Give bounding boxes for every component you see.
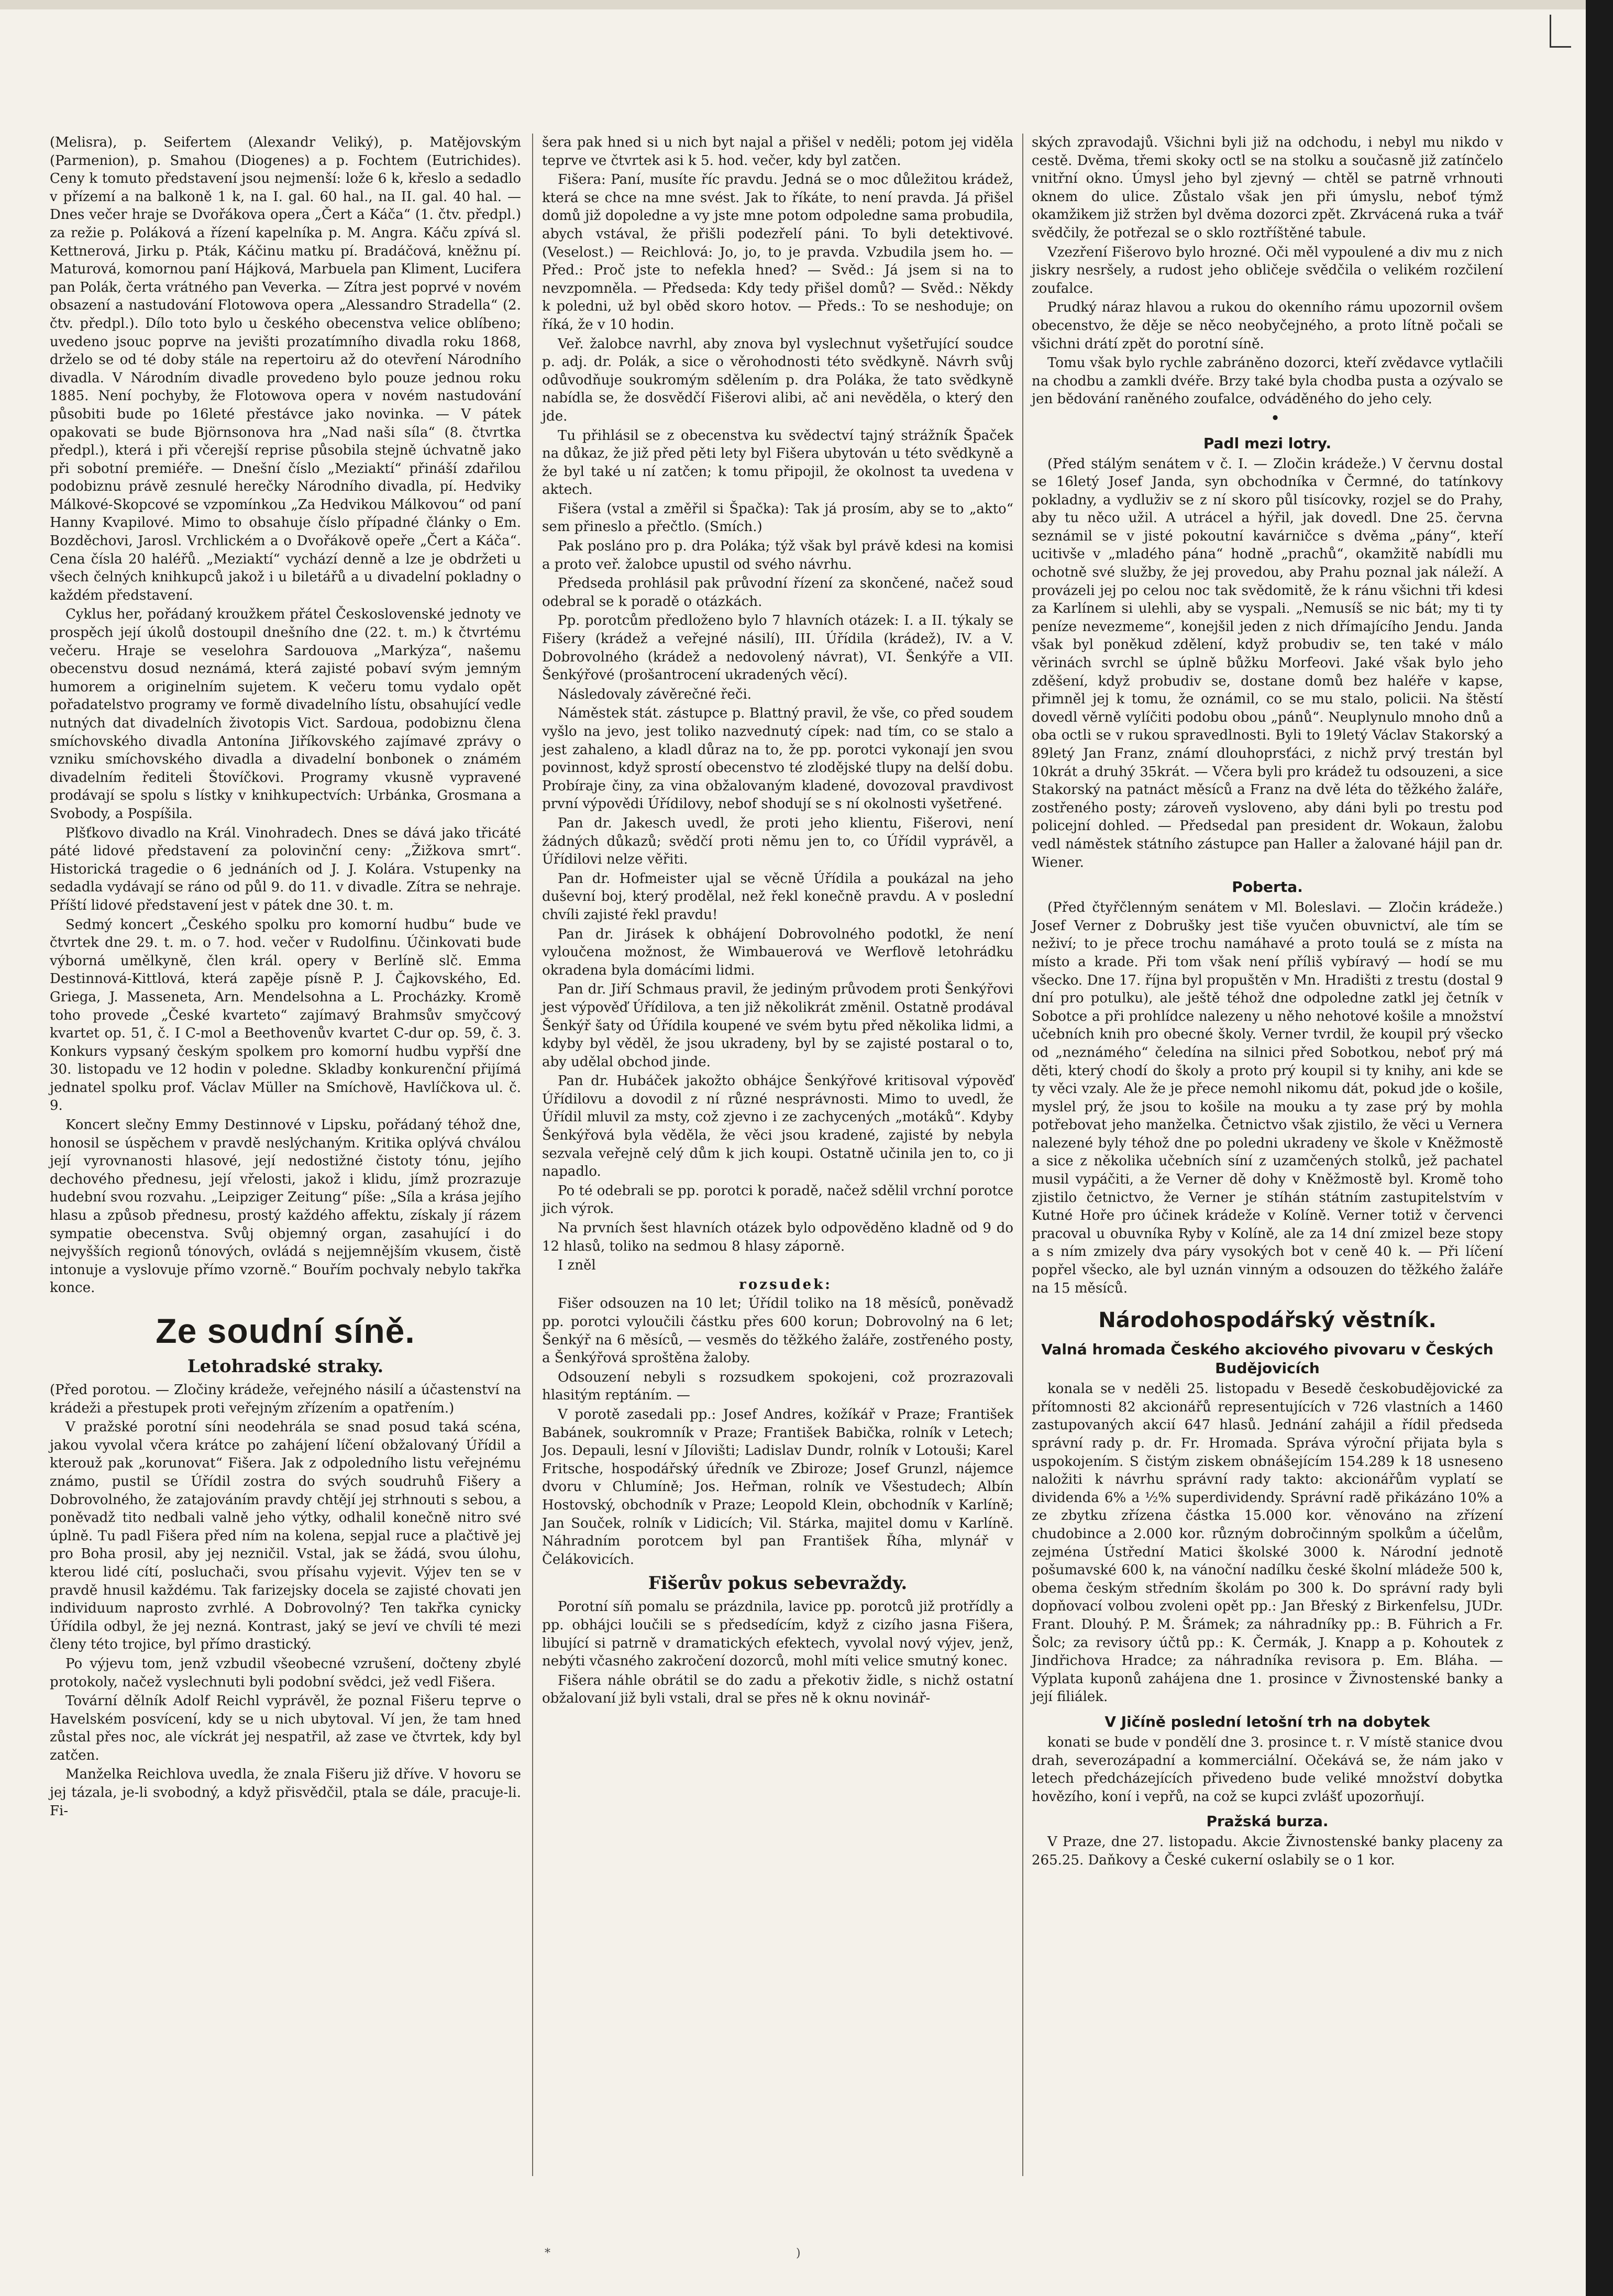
article-paragraph: Po té odebrali se pp. porotci k poradě, načež sdělil vrchní porotce jich výrok.: [542, 1183, 1013, 1217]
page-top-edge: [0, 0, 1613, 9]
article-heading: Padl mezi lotry.: [1203, 434, 1332, 452]
article-paragraph: Tomu však bylo rychle zabráněno dozorci, kteří zvědavce vytlačili na chodbu a zamkli dvéře. Brzy také byla chodba pusta a ozývalo se jen bědování raněného zoufalce, odváděného do jeho cely.: [1032, 355, 1503, 407]
footer-mark: ): [796, 2247, 801, 2260]
article-paragraph: Pak posláno pro p. dra Poláka; týž však byl právě kdesi na komisi a proto veř. žalobce upustil od svého návrhu.: [542, 538, 1013, 572]
article-paragraph: V Praze, dne 27. listopadu. Akcie Živnostenské banky placeny za 265.25. Daňkovy a České cukerní oslabily se o 1 kor.: [1032, 1834, 1503, 1868]
article-paragraph: Cyklus her, pořádaný kroužkem přátel Československé jednoty ve prospěch její úkolů dostoupil dnešního dne (22. t. m.) k čtvrtému večeru. Hraje se veselohra Sardouova „Markýza“, našemu obecenstvu dosud neznámá, která zajisté pobaví svým jemným humorem a originelním sujetem. K večeru tomu vydalo opět pořadatelstvo programy ve formě divadelního lístu, obsahující vedle nutných dat divadelních životopis Vict. Sardoua, podobiznu člena smíchovského divadla Antonína Jiříkovského zajímavé zprávy o vzniku smíchovského divadla a divadelní bonbonek o známém divadelním řediteli Štovíčkovi. Programy vkusně vypravené prodávají se spolu s lístky v knihkupectvích: Urbánka, Grosmana a Svobody, a Pospíšila.: [50, 606, 521, 822]
article-paragraph: Fišera: Paní, musíte říc pravdu. Jedná se o moc důležitou krádež, která se chce na mne svést. Jak to říkáte, to není pravda. Já přišel domů již dopoledne a vy jste mne potom odpoledne sama probudila, abych vstával, že přišli podezřelí páni. To byli detektivové. (Veselost.) — Reichlová: Jo, jo, to je pravda. Vzbudila jsem ho. — Před.: Proč jste to nefekla hned? — Svěd.: Já jsem si na to nevzpomněla. — Předseda: Kdy tedy přišel domů? — Svěd.: Někdy k poledni, už byl oběd skoro hotov. — Předs.: To se neshoduje; on říká, že v 10 hodin.: [542, 172, 1013, 333]
article-paragraph: Prudký náraz hlavou a rukou do okenního rámu upozornil ovšem obecenstvo, že děje se něco neobyčejného, a proto lítně počali se všichni drátí zpět do porotní síně.: [1032, 300, 1503, 352]
article-paragraph: Po výjevu tom, jenž vzbudil všeobecné vzrušení, dočteny zbylé protokoly, načež vyslechnuti byli podobní svědci, jež vedl Fišera.: [50, 1655, 521, 1690]
footer-mark: *: [545, 2247, 550, 2260]
article-paragraph: Pp. porotcům předloženo bylo 7 hlavních otázek: I. a II. týkaly se Fišery (krádež a veřejné násilí), III. Úřídila (krádež), IV. a V. Dobrovolného (krádež a nedovolený návrat), VI. Šenkýře a VII. Šenkýřové (prošantrocení ukradených věcí).: [542, 613, 1013, 683]
article-heading: Pražská burza.: [1206, 1813, 1329, 1830]
article-paragraph: Sedmý koncert „Českého spolku pro komorní hudbu“ bude ve čtvrtek dne 29. t. m. o 7. hod. večer v Rudolfinu. Účinkovati bude výborná umělkyně, člen král. opery v Berlíně slč. Emma Destinnová-Kittlová, která zapěje písně P. J. Čajkovského, Ed. Griega, J. Masseneta, Arn. Mendelsohna a L. Procházky. Kromě toho provede „České kvarteto“ zajímavý Brahmsův smyčcový kvartet op. 51, č. I C-mol a Beethovenův kvartet C-dur op. 59, č. 3. Konkurs vypsaný českým spolkem pro komorní hudbu vypřší dne 30. listopadu ve 12 hodin v poledne. Skladby konkurenční přijímá jednatel spolku prof. Václav Müller na Smíchově, Havlíčkova ul. č. 9.: [50, 917, 521, 1114]
article-heading: Valná hromada Českého akciového pivovaru v Českých Budějovicích: [1041, 1341, 1494, 1377]
article-paragraph: (Před stálým senátem v č. I. — Zločin krádeže.) V červnu dostal se 16letý Josef Janda, syn obchodníka v Čermné, do tatínkovy pokladny, a vydluživ se z ní skoro půl tisícovky, rozjel se do Prahy, aby tu něco užil. A utrácel a hýřil, jak dovedl. Dne 25. června seznámil se v jisté pokoutní kavárničce s dvěma „pány“, kteří ucitivše v „mladého pána“ hodně „prachů“, okamžitě nabídli mu ochotně své služby, že jej provedou, aby Prahu poznal jak náleží. A provázeli jej po celou noc tak svědomitě, že k ránu všichni tři kdesi za Karlínem si ulehli, aby se vyspali. „Nemusíš se nic bát; my ti ty peníze nevezmeme“, konejšil jeden z nich dřímajícího Jendu. Janda však byl poněkud zdělení, když probudiv se, ten také v málo věrinách svrchl se úplně bůžku Morfeovi. Jaké však bylo jeho zděšení, když probudiv se, dostane domů bez haléře v kapse, přimněl jej k tomu, že oznámil, co se mu stalo, policii. Na štěstí dovedl věrně vylíčiti podobu obou „pánů“. Neuplynulo mnoho dnů a oba octli se v rukou spravedlnosti. Byli to 19letý Václav Stakorský a 89letý Jan Franz, známí dlouhoprsťáci, z nichž prvý trestán byl 10krát a druhý 35krát. — Včera byli pro krádež tu odsouzeni, a sice Stakorský na patnáct měsíců a Franz na dvě léta do těžkého žaláře, zostřeného posty; zároveň vysloveno, aby dáni byli po trestu pod policejní dohled. — Předsedal pan president dr. Wokaun, žalobu vedl náměstek státního zástupce pan Haller a žalované hájil pan dr. Wiener.: [1032, 456, 1503, 870]
article-paragraph: šera pak hned si u nich byt najal a přišel v neděli; potom jej viděla teprve ve čtvrtek asi k 5. hod. večer, kdy byl zatčen.: [542, 135, 1013, 169]
article-paragraph: Náměstek stát. zástupce p. Blattný pravil, že vše, co před soudem vyšlo na jevo, jest toliko nazvednutý cípek: nad tím, co se stalo a jest zahaleno, a kladl důraz na to, že pp. porotci vykonají jen svou povinnost, když sprostí obecenstvo té zlodějské tlupy na delší dobu. Probíraje činy, za vina obžalovaným kladené, dovozoval pravdivost první výpovědi Úřídilovy, nebof shodují se s ní okolnosti vyšetřené.: [542, 705, 1013, 812]
article-paragraph: Předseda prohlásil pak průvodní řízení za skončené, načež soud odebral se k poradě o otázkách.: [542, 576, 1013, 610]
article-paragraph: Manželka Reichlova uvedla, že znala Fišeru již dříve. V hovoru se jej tázala, je-li svobodný, a když přisvědčil, ptala se dále, pracuje-li. Fi-: [50, 1767, 521, 1819]
article-paragraph: Vzezření Fišerovo bylo hrozné. Oči měl vypoulené a div mu z nich jiskry nesršely, a rudost jeho obličeje svědčila o velikém rozčilení zoufalce.: [1032, 244, 1503, 296]
article-paragraph: konati se bude v pondělí dne 3. prosince t. r. V místě stanice dvou drah, severozápadní a kommerciální. Očekává se, že nám jako v letech předcházejících přivedeno bude veliké množství dobytka hovězího, koní i vepřů, na což se kupci zvlášť upozorňují.: [1032, 1734, 1503, 1805]
column-divider: [532, 134, 533, 2176]
article-paragraph: Fišera (vstal a změřil si Špačka): Tak já prosím, aby se to „akto“ sem přineslo a přečtlo. (Smích.): [542, 501, 1013, 535]
article-paragraph: Fišer odsouzen na 10 let; Úřídil toliko na 18 měsíců, poněvadž pp. porotci vyloučili částku přes 600 korun; Dobrovolný na 6 let; Šenkýř na 6 měsíců, — vesměs do těžkého žaláře, zostřeného posty, a Šenkýřová sproštěna žaloby.: [542, 1296, 1013, 1366]
section-heading: Ze soudní síně.: [156, 1311, 415, 1350]
article-paragraph: (Před čtyřčlenným senátem v Ml. Boleslavi. — Zločin krádeže.) Josef Verner z Dobrušky jest tiše vyučen obuvnictví, ale tím se neživí; to je přece trochu namáhavé a proto toulá se z místa na místo a krade. Při tom však není příliš vybíravý — hodí se mu všecko. Dne 17. října byl propuštěn v Mn. Hradišti z trestu (dostal 9 dní pro potulku), ale ještě téhož dne odpoledne zatkl jej četník v Sobotce a při prohlídce nalezeny u něho nehotové košile a množství učebních knih pro obecné školy. Verner tvrdil, že koupil prý všecko od „neznámého“ čeledína na silnici před Sobotkou, neboť prý má děti, který chodí do školy a proto prý koupil si ty knihy, ani kde se ty věci vzaly. Ale že je přece nemohl nikomu dát, pokud jde o košile, myslel prý, že jsou to košile na mouku a ty zase prý by mohla potřebovat jeho manželka. Četnictvo však zjistilo, že věci u Vernera nalezené byly téhož dne po poledni ukradeny ve škole v Kněžmostě a sice z několika učebních síní z uzamčených stolků, jež pachatel musil vypáčiti, a že Verner dě dohy v Kněžmostě byl. Kromě toho zjistilo četnictvo, že Verner je stíhán státním zastupitelstvím v Kutné Hoře pro účinek krádeže v Kolíně. Verner totiž v červenci pracoval u obuvníka Ryby v Kolíně, ale za 14 dní zmizel beze stopy a s ním zmizely dva páry vysokých bot v ceně 40 k. — Při líčení popřel všecko, ale byl uznán vinným a odsouzen do těžkého žaláře na 15 měsíců.: [1032, 900, 1503, 1296]
article-heading: Letohradské straky.: [187, 1356, 384, 1377]
section-dot: •: [1270, 410, 1280, 426]
article-heading: Poberta.: [1232, 878, 1303, 896]
article-paragraph: Tu přihlásil se z obecenstva ku svědectví tajný strážník Špaček na důkaz, že již před pěti lety byl Fišera ubytován u této svědkyně a že byl také u ní zatčen; k tomu připojil, že okolnost ta uvedena v aktech.: [542, 427, 1013, 498]
article-paragraph: V pražské porotní síni neodehrála se snad posud taká scéna, jakou vyvolal včera krátce po zahájení líčení obžalovaný Úřídil a kterouž pak „korunovat“ Fišera. Jak z odpoledního listu veřejnému známo, pustil se Úřídil zostra do svých soudruhů Fišery a Dobrovolného, že zatajováním pravdy chtějí jej strhnouti s sebou, a poněvadž tito nedbali valně jeho výtky, odhalil konečně nitro své úplně. Tu padl Fišera před ním na kolena, sepjal ruce a plačtivě jej pro Boha prosil, aby jej nezničil. Vstal, jak se žádá, svou úlohu, kterou lidé cítí, posluchači, svou přísahu vyjevit. Výjev ten se v pravdě hnusil každému. Tak farizejsky docela se zajisté chovati jen individuum naprosto zvrhlé. A Dobrovolný? Ten takřka cynicky Úřídila odbyl, že jej nezná. Kontrast, jaký se jeví ve chvíli té mezi členy této trojice, byl přímo drastický.: [50, 1419, 521, 1653]
article-paragraph: ských zpravodajů. Všichni byli již na odchodu, i nebyl mu nikdo v cestě. Dvěma, třemi skoky octl se na stolku a současně již zatínčelo vnitřní okno. Úmysl jeho byl zjevný — chtěl se patrně vrhnouti oknem do ulice. Zůstalo však jen při úmyslu, neboť týmž okamžikem již stržen byl dvěma dozorci zpět. Zkrvácená ruka a tvář svědčily, že potřezal se o sklo roztříštěné tabule.: [1032, 135, 1503, 241]
verdict-heading: rozsudek:: [739, 1276, 832, 1293]
article-paragraph: Na prvních šest hlavních otázek bylo odpověděno kladně od 9 do 12 hlasů, toliko na sedmou 8 hlasy záporně.: [542, 1220, 1013, 1254]
crop-mark: [1550, 15, 1571, 48]
article-paragraph: I zněl: [558, 1257, 596, 1274]
column-1: [50, 134, 521, 1821]
article-paragraph: konala se v neděli 25. listopadu v Besedě českobudějovické za přítomnosti 82 akcionářů representujících v 726 vlastních a 1460 zastupovaných akcií 647 hlasů. Jednání zahájil a řídil předseda správní rady p. dr. Fr. Hromada. Správa výroční přijata byla s uspokojením. S čistým ziskem obnášejícím 154.289 k 18 usneseno naložiti k návrhu správní rady takto: akcionářům vyplatí se dividenda 6% a ½% superdividendy. Správní radě přikázáno 10% a ze zbytku zřízena částka 15.000 kor. věnováno na zřízení chudobince a 2.000 kor. různým dobročinným spolkům a účelům, zejména Ústřední Matici školské 3000 k. Národní jednotě pošumavské 600 k, na vánoční nadílku české školní mládeže 500 k, obema českým středním školám po 300 k. Do správní rady byli dopňovací volbou zvoleni opět pp.: Jan Břeský z Birkenfelsu, JUDr. Frant. Dlouhý. P. M. Šrámek; za náhradníky pp.: B. Führich a Fr. Šolc; za revisory účtů pp.: K. Čermák, J. Knapp a p. Kohoutek z Jindřichova Hradce; za náhradníka revisora p. Em. Bláha. — Výplata kuponů zahájena dne 1. prosince v Živnostenské banky a její filiálek.: [1032, 1381, 1503, 1705]
column-3: [1032, 134, 1503, 1870]
article-paragraph: Tovární dělník Adolf Reichl vyprávěl, že poznal Fišeru teprve o Havelském posvícení, kdy se u nich ubytoval. Ví jen, že tam hned zůstal přes noc, ale víckrát jej nespatřil, až zase ve čtvrtek, kdy byl zatčen.: [50, 1693, 521, 1763]
article-paragraph: Odsouzení nebyli s rozsudkem spokojeni, což prozrazovali hlasitým reptáním. —: [542, 1369, 1013, 1404]
article-heading: V Jičíně poslední letošní trh na dobytek: [1104, 1713, 1430, 1730]
article-paragraph: Koncert slečny Emmy Destinnové v Lipsku, pořádaný téhož dne, honosil se úspěchem v pravdě neslýchaným. Kritika oplývá chválou její vyrovnanosti hlasové, její nedostižné čistoty tónu, jejího dechového přednesu, její vřelosti, jakož i klidu, jímž prozrazuje hudební svou rozvahu. „Leipziger Zeitung“ píše: „Síla a krása jejího hlasu a způsob přednesu, prostý každého affektu, získaly jí rázem sympatie obecenstva. Svůj objemný organ, zasahující i do nejvyšších regionů tónových, ovládá s nejjemnějším vkusem, čistě intonuje a vyslovuje přímo vzorně.“ Bouřím pochvaly nebylo takřka konce.: [50, 1117, 521, 1296]
page-right-edge: [1586, 0, 1613, 2296]
article-paragraph: Pan dr. Jakesch uvedl, že proti jeho klientu, Fišerovi, není žádných důkazů; svědčí proti němu jen to, co Úřídil vyprávěl, a Úřídilovi nelze věřiti.: [542, 815, 1013, 868]
article-heading: Fišerův pokus sebevraždy.: [648, 1573, 908, 1594]
article-paragraph: Plšťkovo divadlo na Král. Vinohradech. Dnes se dává jako třicáté páté lidové představení za polovinční ceny: „Žižkova smrt“. Historická tragedie o 6 jednáních od J. J. Kolára. Vstupenky na sedadla vydávají se ráno od půl 9. do 11. v divadle. Zítra se nehraje. Příští lidové představení jest v pátek dne 30. t. m.: [50, 825, 521, 913]
article-paragraph: Pan dr. Hofmeister ujal se věcně Úřídila a poukázal na jeho duševní boj, který prodělal, než řekl konečně pravdu. A v poslední chvíli zajisté řekl pravdu!: [542, 870, 1013, 923]
column-2: [542, 134, 1013, 1709]
article-paragraph: Následovaly závěrečné řeči.: [558, 686, 752, 702]
article-paragraph: Pan dr. Hubáček jakožto obhájce Šenkýřové kritisoval výpověď Úřídilovu a dovodil z ní různé nesprávnosti. Mimo to uvedl, že Úřídil mluvil za msty, což zjevno i ze zachycených „motáků“. Kdyby Šenkýřová byla věděla, že věci jsou kradené, zajisté by nebyla sezvala veřejně celý dům k jich koupi. Ostatně učinila jen to, co ji napadlo.: [542, 1073, 1013, 1180]
section-heading: Národohospodářský věstník.: [1098, 1308, 1437, 1333]
column-divider: [1022, 134, 1023, 2176]
article-paragraph: Pan dr. Jirásek k obhájení Dobrovolného podotkl, že není vyloučena možnost, že Wimbauerová ve Werflově letohrádku okradena byla domácími lidmi.: [542, 926, 1013, 978]
article-paragraph: Pan dr. Jiří Schmaus pravil, že jediným průvodem proti Šenkýřovi jest výpověď Úřídilova, a ten již několikrát změnil. Ostatně prodával Šenkýř šaty od Úřídila koupené ve svém bytu před několika lidmi, a kdyby byl věděl, že jsou ukradeny, byl by se zajisté postaral o to, aby udělal obchod jinde.: [542, 981, 1013, 1070]
article-paragraph: Veř. žalobce navrhl, aby znova byl vyslechnut vyšetřující soudce p. adj. dr. Polák, a sice o věrohodnosti této svědkyně. Návrh svůj odůvodňuje soukromým sdělením p. dra Poláka, že tato svědkyně nabídla se, že dosvědčí Fišerovi alibi, ač ani nevěděla, o který den jde.: [542, 336, 1013, 424]
article-paragraph: Fišera náhle obrátil se do zadu a překotiv židle, s nichž ostatní obžalovaní již byli vstali, dral se přes ně k oknu novinář-: [542, 1672, 1013, 1707]
article-paragraph: V porotě zasedali pp.: Josef Andres, kožíkář v Praze; František Babánek, soukromník v Praze; František Babička, rolník v Letech; Jos. Depauli, lesní v Jílovišti; Ladislav Dundr, rolník v Lotouši; Karel Fritsche, hospodářský úředník ve Zbiroze; Josef Grunzl, nájemce dvoru v Chlumíně; Jos. Heřman, rolník ve Všestudech; Albín Hostovský, obchodník v Praze; Leopold Klein, obchodník v Karlíně; Jan Souček, rolník v Lidicích; Vil. Stárka, majitel domu v Karlíně. Náhradním porotcem byl pan František Říha, mlynář v Čelákovicích.: [542, 1406, 1013, 1568]
article-intro: (Před porotou. — Zločiny krádeže, veřejného násilí a účastenství na krádeži a přestupek proti veřejným zřízením a opatřením.): [50, 1382, 521, 1416]
article-paragraph: (Melisra), p. Seifertem (Alexandr Veliký), p. Matějovským (Parmenion), p. Smahou (Diogenes) a p. Fochtem (Eutrichides). Ceny k tomuto představení jsou nejmenší: lože 6 k, křeslo a sedadlo v přízemí a na balkoně 1 k, na I. gal. 60 hal., na II. gal. 40 hal. — Dnes večer hraje se Dvořákova opera „Čert a Káča“ (1. čtv. předpl.) za režie p. Poláková a řízení kapelníka p. M. Angra. Káču zpívá sl. Kettnerová, Jirku p. Pták, Káčinu matku pí. Bradáčová, kněžnu pí. Maturová, komornou paní Hájková, Marbuela pan Kliment, Lucifera pan Polák, čerta vrátného pan Veverka. — Zítra jest poprvé v novém obsazení a nastudování Flotowova opera „Alessandro Stradella“ (2. čtv. předpl.). Dílo toto bylo u českého obecenstva velice oblíbeno; uvedeno jsouc poprve na jevišti prozatímního divadla roku 1868, drželo se od té doby stále na repertoiru až do otevření Národního divadla. V Národním divadle provedeno bylo pouze jednou roku 1885. Není pochyby, že Flotowova opera v novém nastudování působiti bude po 16leté přestávce jako novinka. — V pátek opakovati se bude Björnsonova hra „Nad naši síla“ (8. čtvrtka předpl.), která i při včerejší reprise působila stejně úchvatně jako při sobotní premiéře. — Dnešní číslo „Meziaktí“ přináší zdařilou podobiznu právě zesnulé herečky Národního divadla, pí. Hedviky Málkové-Skopcové se vzpomínkou „Za Hedvikou Málkovou“ od paní Hanny Kvapilové. Mimo to obsahuje číslo případné články o Em. Bozděchovi, Jarosl. Vrchlickém a o Dvořákově opeře „Čert a Káča“. Cena čísla 20 haléřů. „Meziaktí“ vychází denně a lze je obdržeti u všech čelných knihkupců jakož i u biletářů a u divadelní pokladny o každém představení.: [50, 135, 521, 603]
article-paragraph: Porotní síň pomalu se prázdnila, lavice pp. porotců již protřídly a pp. obhájci loučili se s předsedícím, když z cizího jasna Fišera, libující si patrně v dramatických efektech, vyvolal nový výjev, jenž, nebýti včasného zakročení dozorců, mohl míti velice smutný konec.: [542, 1599, 1013, 1670]
